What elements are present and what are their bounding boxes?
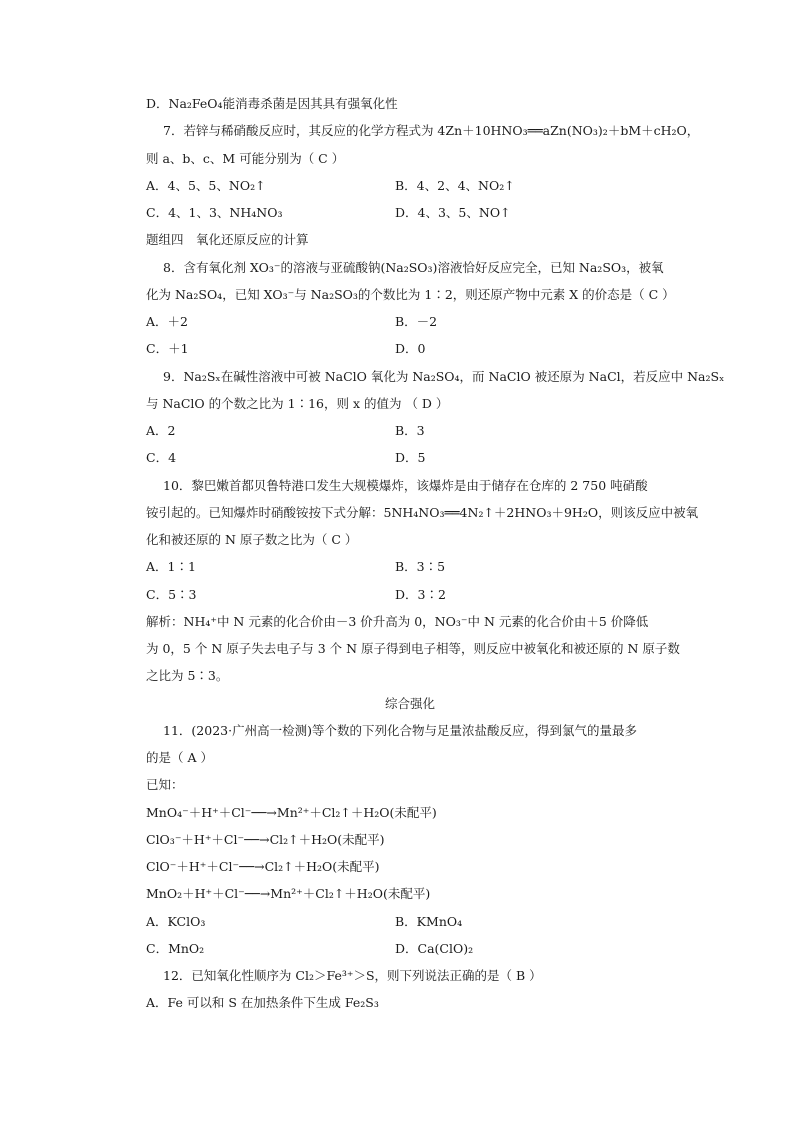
options-q11-ab: A．KClO₃ B．KMnO₄ bbox=[146, 914, 463, 929]
question-11: 11．(2023·广州高一检测)等个数的下列化合物与足量浓盐酸反应，得到氯气的量最多 bbox=[163, 723, 637, 738]
option-a-q12: A．Fe 可以和 S 在加热条件下生成 Fe₂S₃ bbox=[146, 995, 379, 1010]
given-label: 已知： bbox=[146, 777, 184, 792]
question-9-cont: 与 NaClO 的个数之比为 1∶16，则 x 的值为 （ D ） bbox=[146, 396, 449, 411]
equation-4: MnO₂＋H⁺＋Cl⁻──→Mn²⁺＋Cl₂↑＋H₂O(未配平) bbox=[146, 886, 431, 901]
options-q8-cd: C．＋1 D．0 bbox=[146, 341, 426, 356]
question-7-cont: 则 a、b、c、M 可能分别为（ C ） bbox=[146, 151, 345, 166]
explanation-q10: 解析：NH₄⁺中 N 元素的化合价由－3 价升高为 0，NO₃⁻中 N 元素的化合价由＋5 价降低 bbox=[146, 614, 649, 629]
question-8-cont: 化为 Na₂SO₄，已知 XO₃⁻与 Na₂SO₃的个数比为 1∶2，则还原产物中元素 X 的价态是（ C ） bbox=[146, 287, 675, 302]
options-q7-cd: C．4、1、3、NH₄NO₃ D．4、3、5、NO↑ bbox=[146, 205, 511, 220]
equation-3: ClO⁻＋H⁺＋Cl⁻──→Cl₂↑＋H₂O(未配平) bbox=[146, 859, 380, 874]
section-heading-comprehensive: 综合强化 bbox=[385, 696, 436, 711]
explanation-q10-cont: 为 0，5 个 N 原子失去电子与 3 个 N 原子得到电子相等，则反应中被氧化和被还原的 N 原子数 bbox=[146, 641, 680, 656]
question-11-cont: 的是（ A ） bbox=[146, 750, 213, 765]
equation-2: ClO₃⁻＋H⁺＋Cl⁻──→Cl₂↑＋H₂O(未配平) bbox=[146, 832, 385, 847]
question-8: 8．含有氧化剂 XO₃⁻的溶液与亚硫酸钠(Na₂SO₃)溶液恰好反应完全，已知 Na₂SO₃，被氧 bbox=[163, 260, 664, 275]
options-q8-ab: A．＋2 B．－2 bbox=[146, 314, 438, 329]
section-heading-group4: 题组四 氧化还原反应的计算 bbox=[146, 232, 309, 247]
question-12: 12．已知氧化性顺序为 Cl₂＞Fe³⁺＞S，则下列说法正确的是（ B ） bbox=[163, 968, 542, 983]
options-q11-cd: C．MnO₂ D．Ca(ClO)₂ bbox=[146, 941, 474, 956]
question-10-cont: 铵引起的。已知爆炸时硝酸铵按下式分解：5NH₄NO₃══4N₂↑＋2HNO₃＋9H₂O，则该反应中被氧 bbox=[146, 505, 699, 520]
options-q9-cd: C．4 D．5 bbox=[146, 450, 426, 465]
explanation-q10-cont2: 之比为 5∶3。 bbox=[146, 668, 229, 683]
option-d-q6: D．Na₂FeO₄能消毒杀菌是因其具有强氧化性 bbox=[146, 96, 398, 111]
question-10: 10．黎巴嫩首都贝鲁特港口发生大规模爆炸，该爆炸是由于储存在仓库的 2 750 吨硝酸 bbox=[163, 478, 648, 493]
equation-1: MnO₄⁻＋H⁺＋Cl⁻──→Mn²⁺＋Cl₂↑＋H₂O(未配平) bbox=[146, 805, 437, 820]
question-7: 7．若锌与稀硝酸反应时，其反应的化学方程式为 4Zn＋10HNO₃══aZn(NO₃)₂＋bM＋cH₂O， bbox=[163, 123, 700, 138]
question-9: 9．Na₂Sₓ在碱性溶液中可被 NaClO 氧化为 Na₂SO₄，而 NaClO 被还原为 NaCl，若反应中 Na₂Sₓ bbox=[163, 369, 725, 384]
options-q10-cd: C．5∶3 D．3∶2 bbox=[146, 587, 446, 602]
options-q7-ab: A．4、5、5、NO₂↑ B．4、2、4、NO₂↑ bbox=[146, 178, 515, 193]
question-10-cont2: 化和被还原的 N 原子数之比为（ C ） bbox=[146, 532, 358, 547]
options-q9-ab: A．2 B．3 bbox=[146, 423, 425, 438]
options-q10-ab: A．1∶1 B．3∶5 bbox=[146, 559, 446, 574]
